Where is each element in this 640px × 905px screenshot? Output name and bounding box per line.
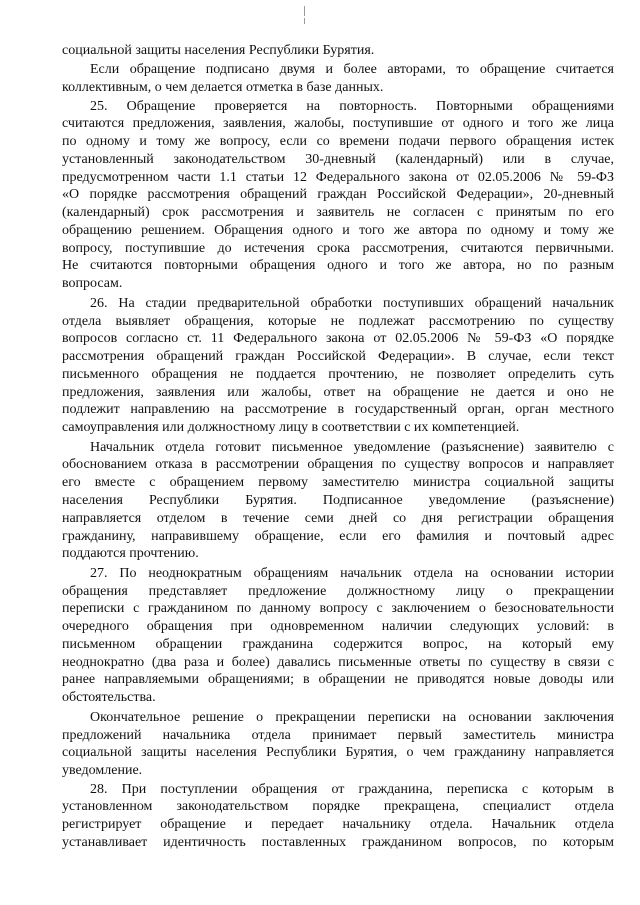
text-line: предложения, заявления или жалобы, ответ на обращение не дается и оно не [62,385,614,400]
text-line: предусмотренном части 1.1 статьи 12 Федерального закона от 02.05.2006 № 59-ФЗ [62,170,614,185]
text-line: «О порядке рассмотрения обращений граждан Российской Федерации», 20-дневный [62,187,614,202]
text-line: 28. При поступлении обращения от гражданина, переписка с которым в [90,782,614,797]
text-line: считаются предложения, заявления, жалобы, поступившие от одного и того же лица [62,116,614,131]
scan-mark [304,6,305,16]
text-line: вопросу, поступившие до истечения срока рассмотрения, считаются первичными. [62,241,614,256]
text-line: установленном законодательством порядке прекращена, специалист отдела [62,799,614,814]
text-line: 27. По неоднократным обращениям начальник отдела на основании истории [90,566,614,581]
text-line: его вместе с обращением первому заместителю министра социальной защиты [62,475,614,490]
text-line: отдела выявляет обращения, которые не подлежат рассмотрению по существу [62,314,614,329]
text-line: Начальник отдела готовит письменное уведомление (разъяснение) заявителю с [90,440,614,455]
text-line: обращению решением. Обращения одного и того же автора по одному и тому же [62,223,614,238]
text-line: Если обращение подписано двумя и более авторами, то обращение считается [90,62,614,77]
text-line: поддаются прочтению. [62,546,199,561]
text-line: рассмотрения обращений граждан Российской Федерации». В случае, если текст [62,349,614,364]
text-line: ранее направляемыми обращениями; в обращении не приводятся новые доводы или [62,672,614,687]
text-line: Не считаются повторными обращения одного и того же автора, но по разным [62,258,614,273]
text-line: обстоятельства. [62,690,156,705]
text-line: Окончательное решение о прекращении переписки на основании заключения [90,710,614,725]
text-line: по одному и тому же вопросу, если со времени подачи первого обращения истек [62,134,614,149]
text-line: коллективным, о чем делается отметка в базе данных. [62,80,384,95]
text-line: очередного обращения при одновременном наличии следующих условий: в [62,619,614,634]
text-line: подлежит направлению на рассмотрение в государственный орган, орган местного [62,402,614,417]
text-line: неоднократно (два раза и более) давались письменные ответы по существу в связи с [62,655,614,670]
text-line: 25. Обращение проверяется на повторность. Повторными обращениями [90,99,614,114]
text-line: обращения представляет предложение должностному лицу о прекращении [62,584,614,599]
text-line: 26. На стадии предварительной обработки поступивших обращений начальник [90,296,614,311]
text-line: гражданину, направившему обращение, если его фамилия и почтовый адрес [62,529,614,544]
text-line: социальной защиты населения Республики Бурятия. [62,43,375,58]
scan-mark [304,18,305,24]
text-line: уведомление. [62,763,143,778]
text-line: (календарный) срок рассмотрения и заявитель не согласен с принятым по его [62,205,614,220]
text-line: обоснованием отказа в рассмотрении обращения по существу вопросов и направляет [62,457,614,472]
text-line: письменном обращении гражданина содержится вопрос, на который ему [62,637,614,652]
text-line: самоуправления или должностному лицу в соответствии с их компетенцией. [62,420,520,435]
text-line: письменного обращения не поддается прочтению, не позволяет определить суть [62,367,614,382]
text-line: установленный законодательством 30-дневный (календарный) или в случае, [62,152,614,167]
text-line: устанавливает идентичность поставленных гражданином вопросов, по которым [62,835,614,850]
text-line: направляется отделом в течение семи дней со дня регистрации обращения [62,511,614,526]
text-line: вопросам. [62,276,123,291]
text-line: предложений начальника отдела принимает первый заместитель министра [62,728,614,743]
text-line: переписки с гражданином по данному вопросу с заключением о безосновательности [62,601,614,616]
text-line: социальной защиты населения Республики Бурятия, о чем гражданину направляется [62,745,614,760]
text-line: населения Республики Бурятия. Подписанное уведомление (разъяснение) [62,493,614,508]
text-line: регистрирует обращение и передает начальнику отдела. Начальник отдела [62,817,614,832]
text-line: вопросов согласно ст. 11 Федерального закона от 02.05.2006 № 59-ФЗ «О порядке [62,331,614,346]
